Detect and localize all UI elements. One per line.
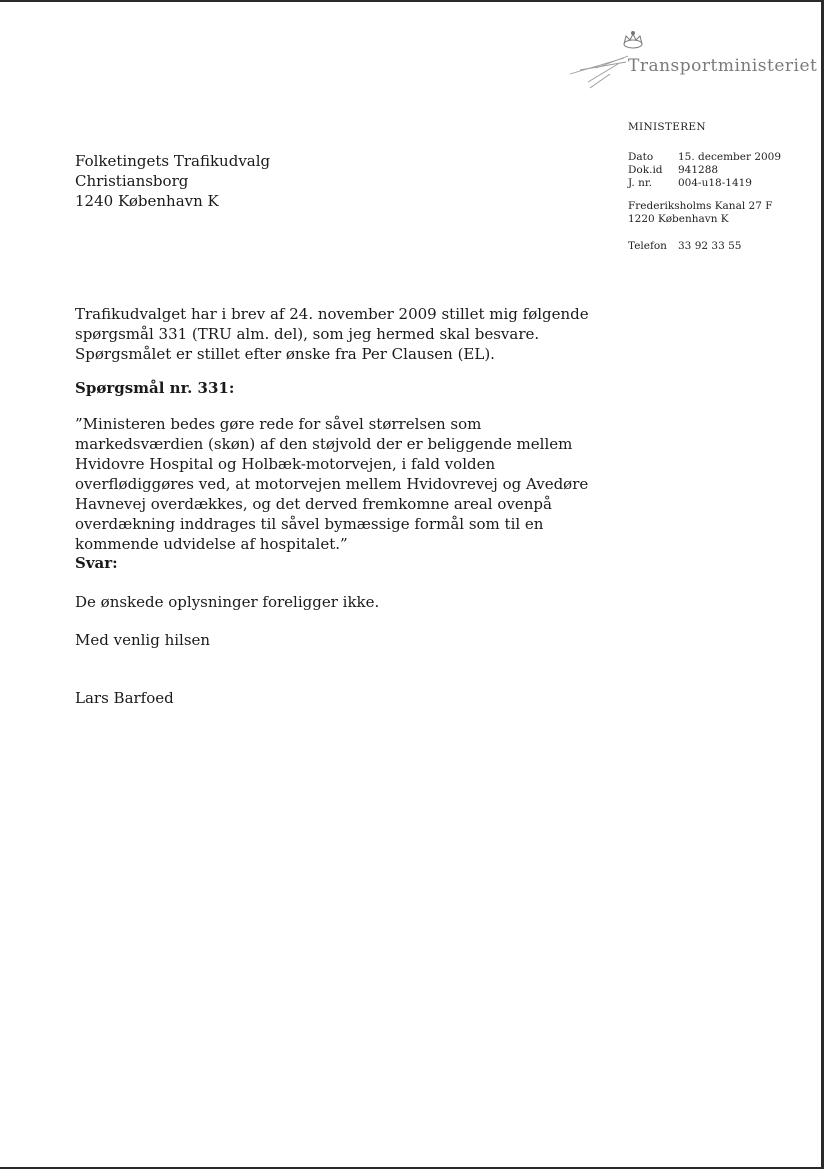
meta-row-phone xyxy=(628,240,741,252)
answer-heading: Svar: xyxy=(75,554,118,572)
meta-row-date xyxy=(628,151,781,163)
meta-label: Dok.id xyxy=(628,164,663,176)
phone-label: Telefon xyxy=(628,240,667,252)
question-text: ”Ministeren bedes gøre rede for såvel størrelsen som markedsværdien (skøn) af den støjvold der er beliggende mellem Hvidovre Hospital og Holbæk-motorvejen, i fald volden overflødiggøres ved, at motorvejen mellem Hvidovrevej og Avedøre Havnevej overdækkes, og det derved fremkomne areal ovenpå overdækning inddrages til såvel bymæssige formål som til en kommende udvidelse af hospitalet.” xyxy=(75,415,589,553)
letter-intro: Trafikudvalget har i brev af 24. november 2009 stillet mig følgende spørgsmål 331 (TRU alm. del), som jeg hermed skal besvare. Spørgsmålet er stillet efter ønske fra Per Clausen (EL). xyxy=(75,305,589,363)
ministry-logo-text: Transportministeriet xyxy=(628,56,818,76)
meta-value: 941288 xyxy=(678,164,719,176)
meta-label: Dato xyxy=(628,151,654,163)
meta-row-jnr xyxy=(628,177,752,189)
recipient-line: 1240 København K xyxy=(75,192,219,210)
meta-value: 004-u18-1419 xyxy=(678,177,752,189)
recipient-address xyxy=(75,151,270,211)
meta-value: 15. december 2009 xyxy=(678,151,782,163)
signature: Lars Barfoed xyxy=(75,689,174,707)
sender-title: MINISTEREN xyxy=(628,121,706,133)
address-street: Frederiksholms Kanal 27 F xyxy=(628,200,773,212)
answer-text: De ønskede oplysninger foreligger ikke. xyxy=(75,593,380,611)
recipient-line: Christiansborg xyxy=(75,172,189,190)
phone-value: 33 92 33 55 xyxy=(678,240,742,252)
closing-text: Med venlig hilsen xyxy=(75,631,211,649)
scan-edge-top xyxy=(0,0,824,2)
address-city: 1220 København K xyxy=(628,213,729,225)
question-heading: Spørgsmål nr. 331: xyxy=(75,379,235,397)
meta-label: J. nr. xyxy=(628,177,653,189)
meta-row-docid xyxy=(628,164,718,176)
recipient-line: Folketingets Trafikudvalg xyxy=(75,152,271,170)
